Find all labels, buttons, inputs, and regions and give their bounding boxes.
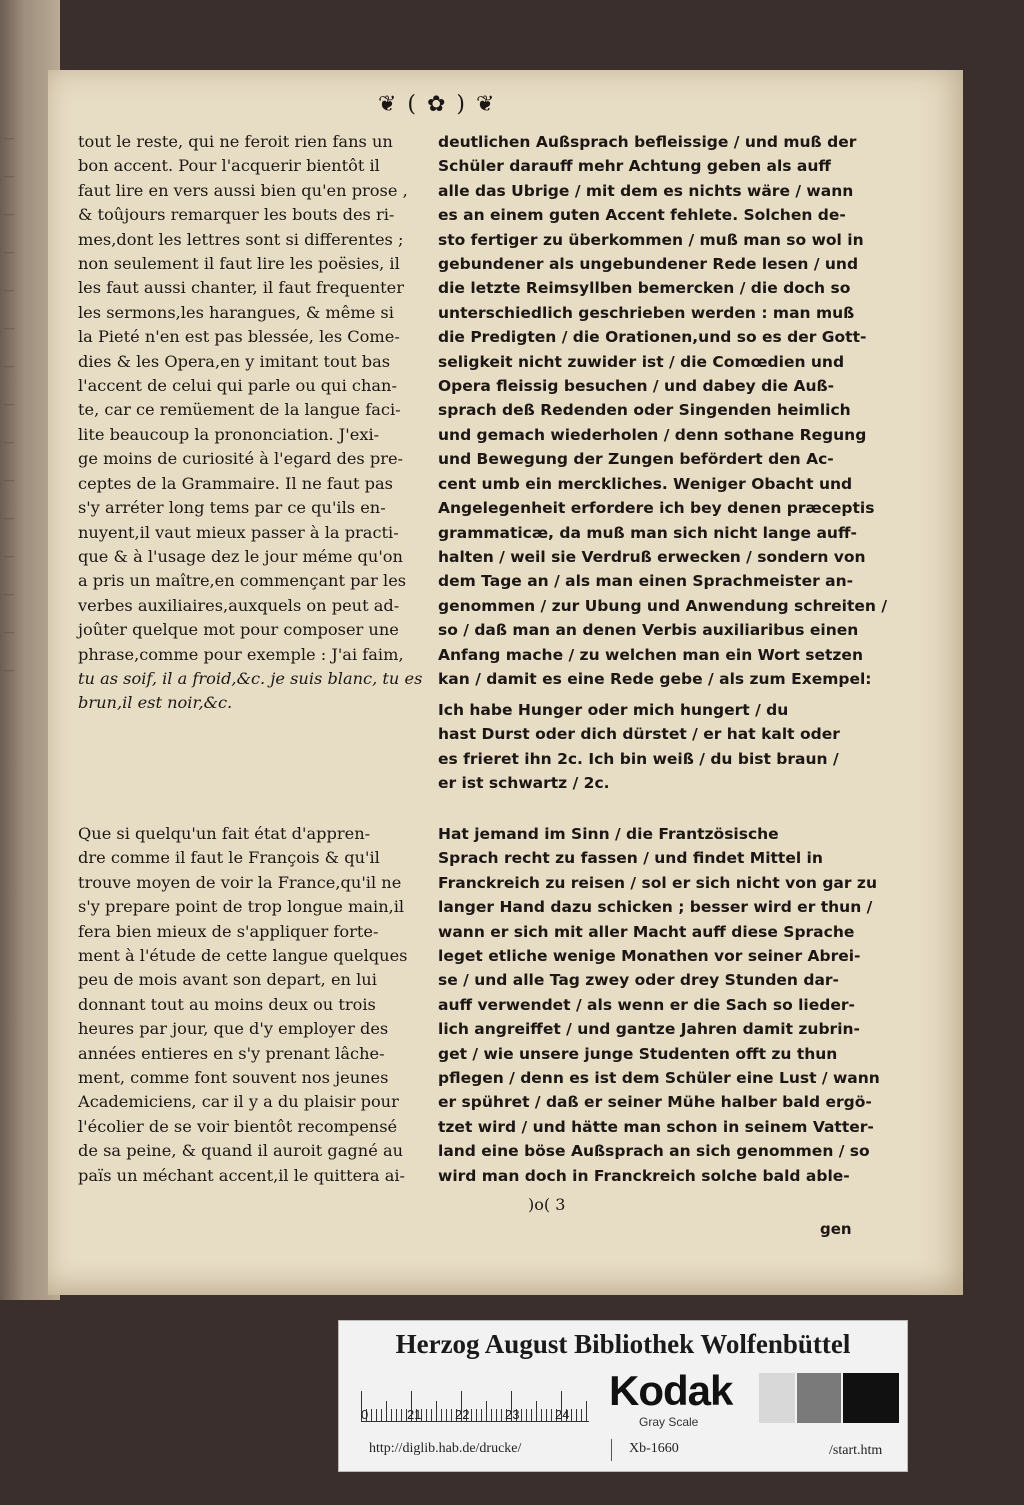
- ruler-tick: [541, 1409, 542, 1421]
- text-line: und Bewegung der Zungen befördert den Ac-: [438, 450, 834, 469]
- text-line: die Predigten / die Orationen,und so es der Gott-: [438, 328, 867, 347]
- library-title: Herzog August Bibliothek Wolfenbüttel: [395, 1329, 851, 1359]
- text-line: halten / weil sie Verdruß erwecken / sondern von: [438, 547, 866, 566]
- ruler-tick: [491, 1409, 492, 1421]
- ruler-tick: [531, 1409, 532, 1421]
- source-url: http://diglib.hab.de/drucke/: [369, 1441, 522, 1456]
- text-line: que & à l'usage dez le jour méme qu'on: [78, 546, 403, 566]
- library-color-target-label: [338, 1320, 908, 1472]
- ruler-number: 0: [361, 1407, 369, 1422]
- text-line: leget etliche wenige Monathen vor seiner Abrei-: [438, 947, 861, 966]
- ruler-tick: [571, 1409, 572, 1421]
- text-line: Academiciens, car il y a du plaisir pour: [78, 1092, 399, 1112]
- ruler-tick: [521, 1409, 522, 1421]
- label-divider: [611, 1439, 612, 1461]
- text-line: s'y prepare point de trop longue main,il: [78, 897, 405, 917]
- text-line: Sprach recht zu fassen / und findet Mittel in: [438, 849, 823, 868]
- text-line: lich angreiffet / und gantze Jahren damit zubrin-: [438, 1020, 860, 1039]
- text-line: Hat jemand im Sinn / die Frantzösische: [438, 825, 779, 843]
- german-column-top: [438, 130, 913, 691]
- text-line: bon accent. Pour l'acquerir bientôt il: [78, 156, 380, 176]
- ruler-number: 24: [555, 1407, 570, 1422]
- ruler-tick: [391, 1409, 392, 1421]
- text-line: l'écolier de se voir bientôt recompensé: [78, 1116, 398, 1136]
- book-page: [48, 70, 963, 1295]
- text-line: dre comme il faut le François & qu'il: [78, 848, 380, 868]
- text-line: es frieret ihn 2c. Ich bin weiß / du bist braun /: [438, 749, 839, 768]
- text-line: les sermons,les harangues, & même si: [78, 302, 394, 322]
- text-line: ge moins de curiosité à l'egard des pre-: [78, 449, 403, 469]
- ruler-tick: [371, 1409, 372, 1421]
- text-line: mes,dont les lettres sont si differentes ;: [78, 229, 404, 249]
- ruler-tick: [586, 1401, 587, 1421]
- text-line: fera bien mieux de s'appliquer forte-: [78, 921, 379, 941]
- text-line: sto fertiger zu überkommen / muß man so wol in: [438, 230, 864, 249]
- text-line: sprach deß Redenden oder Singenden heimlich: [438, 401, 851, 420]
- text-line: joûter quelque mot pour composer une: [78, 620, 399, 640]
- text-line: s'y arréter long tems par ce qu'ils en-: [78, 498, 386, 518]
- text-line: les faut aussi chanter, il faut frequenter: [78, 278, 404, 298]
- shelfmark: Xb-1660: [629, 1441, 679, 1456]
- german-column-bottom: [438, 822, 913, 1188]
- text-line: phrase,comme pour exemple : J'ai faim,: [78, 644, 404, 664]
- ruler-tick: [381, 1409, 382, 1421]
- text-line: so / daß man an denen Verbis auxiliaribus einen: [438, 621, 859, 640]
- text-line: trouve moyen de voir la France,qu'il ne: [78, 872, 402, 892]
- ruler-tick: [486, 1401, 487, 1421]
- gray-swatch-light: [759, 1373, 795, 1423]
- text-line: païs un méchant accent,il le quittera ai-: [78, 1165, 406, 1185]
- ruler-tick: [451, 1409, 452, 1421]
- german-example-large: [438, 698, 913, 796]
- text-line: Angelegenheit erfordere ich bey denen præceptis: [438, 499, 875, 518]
- ruler-tick: [436, 1401, 437, 1421]
- text-line: get / wie unsere junge Studenten offt zu thun: [438, 1044, 838, 1063]
- text-line: l'accent de celui qui parle ou qui chan-: [78, 376, 397, 396]
- text-line: peu de mois avant son depart, en lui: [78, 970, 377, 990]
- text-line: tout le reste, qui ne feroit rien fans un: [78, 132, 393, 151]
- ruler-tick: [471, 1409, 472, 1421]
- text-line: tu as soif, il a froid,&c. je suis blanc, tu es: [78, 669, 423, 688]
- signature-mark: )o( 3: [528, 1195, 566, 1214]
- text-line: Anfang mache / zu welchen man ein Wort setzen: [438, 645, 863, 664]
- ruler-number: 23: [505, 1407, 520, 1422]
- ruler-tick: [376, 1409, 377, 1421]
- text-line: de sa peine, & quand il auroit gagné au: [78, 1141, 404, 1161]
- ruler-tick: [396, 1409, 397, 1421]
- gray-swatch-dark: [843, 1373, 899, 1423]
- ruler-tick: [526, 1409, 527, 1421]
- ruler-tick: [401, 1409, 402, 1421]
- ruler-tick: [551, 1409, 552, 1421]
- text-line: die letzte Reimsyllben bemercken / die doch so: [438, 279, 851, 298]
- text-line: ment, comme font souvent nos jeunes: [78, 1068, 389, 1088]
- text-line: Franckreich zu reisen / sol er sich nicht von gar zu: [438, 873, 877, 892]
- ruler-tick: [481, 1409, 482, 1421]
- start-path: /start.htm: [829, 1443, 883, 1458]
- text-line: lite beaucoup la prononciation. J'exi-: [78, 424, 380, 444]
- text-line: cent umb ein merckliches. Weniger Obacht und: [438, 474, 853, 493]
- gray-scale-caption: Gray Scale: [639, 1415, 699, 1429]
- text-line: wann er sich mit aller Macht auff diese Sprache: [438, 922, 855, 941]
- text-line: brun,il est noir,&c.: [78, 693, 233, 713]
- text-line: tzet wird / und hätte man schon in seinem Vatter-: [438, 1117, 874, 1136]
- page-header-ornament: ❦ ( ✿ ) ❦: [378, 92, 497, 117]
- text-line: auff verwendet / als wenn er die Sach so lieder-: [438, 995, 855, 1014]
- text-line: la Pieté n'en est pas blessée, les Come-: [78, 327, 400, 347]
- text-line: gebundener als ungebundener Rede lesen / und: [438, 255, 859, 274]
- text-line: faut lire en vers aussi bien qu'en prose ,: [78, 180, 408, 200]
- text-line: langer Hand dazu schicken ; besser wird er thun /: [438, 898, 873, 917]
- text-line: Schüler darauff mehr Achtung geben als auff: [438, 157, 831, 176]
- kodak-logo: Kodak: [609, 1367, 733, 1414]
- text-line: Que si quelqu'un fait état d'appren-: [78, 824, 371, 843]
- text-line: donnant tout au moins deux ou trois: [78, 994, 376, 1014]
- ruler-tick: [476, 1409, 477, 1421]
- text-line: es an einem guten Accent fehlete. Solchen de-: [438, 206, 846, 225]
- text-line: wird man doch in Franckreich solche bald able-: [438, 1166, 850, 1185]
- text-line: ceptes de la Grammaire. Il ne faut pas: [78, 473, 393, 493]
- text-line: dem Tage an / als man einen Sprachmeister an-: [438, 572, 854, 591]
- ruler-tick: [501, 1409, 502, 1421]
- ruler-tick: [446, 1409, 447, 1421]
- catchword: gen: [820, 1220, 852, 1238]
- ruler-tick: [546, 1409, 547, 1421]
- text-line: grammaticæ, da muß man sich nicht lange auff-: [438, 523, 857, 542]
- ruler-tick: [386, 1401, 387, 1421]
- ruler-number: 22: [455, 1407, 470, 1422]
- text-line: land eine böse Außsprach an sich genommen / so: [438, 1142, 870, 1161]
- text-line: hast Durst oder dich dürstet / er hat kalt oder: [438, 725, 840, 744]
- ruler-tick: [576, 1409, 577, 1421]
- text-line: heures par jour, que d'y employer des: [78, 1019, 389, 1039]
- gray-swatch-mid: [797, 1373, 841, 1423]
- text-line: Ich habe Hunger oder mich hungert / du: [438, 701, 789, 719]
- text-line: dies & les Opera,en y imitant tout bas: [78, 351, 391, 371]
- text-line: non seulement il faut lire les poësies, il: [78, 254, 400, 274]
- text-line: a pris un maître,en commençant par les: [78, 571, 407, 591]
- french-column-bottom: [78, 822, 453, 1188]
- text-line: ment à l'étude de cette langue quelques: [78, 946, 408, 966]
- text-line: deutlichen Außsprach befleissige / und muß der: [438, 133, 857, 151]
- ruler-tick: [496, 1409, 497, 1421]
- text-line: verbes auxiliaires,auxquels on peut ad-: [78, 595, 400, 615]
- ruler-number: 21: [407, 1407, 422, 1422]
- text-line: te, car ce remüement de la langue faci-: [78, 400, 401, 420]
- ruler-tick: [441, 1409, 442, 1421]
- text-line: er ist schwartz / 2c.: [438, 774, 610, 793]
- text-line: seligkeit nicht zuwider ist / die Comœdien und: [438, 352, 845, 371]
- text-line: er spühret / daß er seiner Mühe halber bald ergö-: [438, 1093, 872, 1112]
- text-line: alle das Ubrige / mit dem es nichts wäre / wann: [438, 181, 854, 200]
- text-line: unterschiedlich geschrieben werden : man muß: [438, 303, 855, 322]
- text-line: genommen / zur Ubung und Anwendung schreiten /: [438, 596, 887, 615]
- ruler-tick: [431, 1409, 432, 1421]
- text-line: années entieres en s'y prenant lâche-: [78, 1043, 385, 1063]
- ruler-tick: [581, 1409, 582, 1421]
- text-line: se / und alle Tag zwey oder drey Stunden dar-: [438, 971, 839, 990]
- french-column-top: [78, 130, 453, 667]
- text-line: nuyent,il vaut mieux passer à la practi-: [78, 522, 399, 542]
- text-line: pflegen / denn es ist dem Schüler eine Lust / wann: [438, 1069, 880, 1088]
- bleed-through-text: — — — — — — — — — — — — — — —: [4, 132, 15, 677]
- text-line: Opera fleissig besuchen / und dabey die Auß-: [438, 377, 835, 396]
- text-line: kan / damit es eine Rede gebe / als zum Exempel:: [438, 669, 872, 688]
- ruler-tick: [426, 1409, 427, 1421]
- ruler-tick: [536, 1401, 537, 1421]
- text-line: & toûjours remarquer les bouts des ri-: [78, 205, 395, 225]
- french-example-italic: [78, 667, 453, 716]
- text-line: und gemach wiederholen / denn sothane Regung: [438, 425, 867, 444]
